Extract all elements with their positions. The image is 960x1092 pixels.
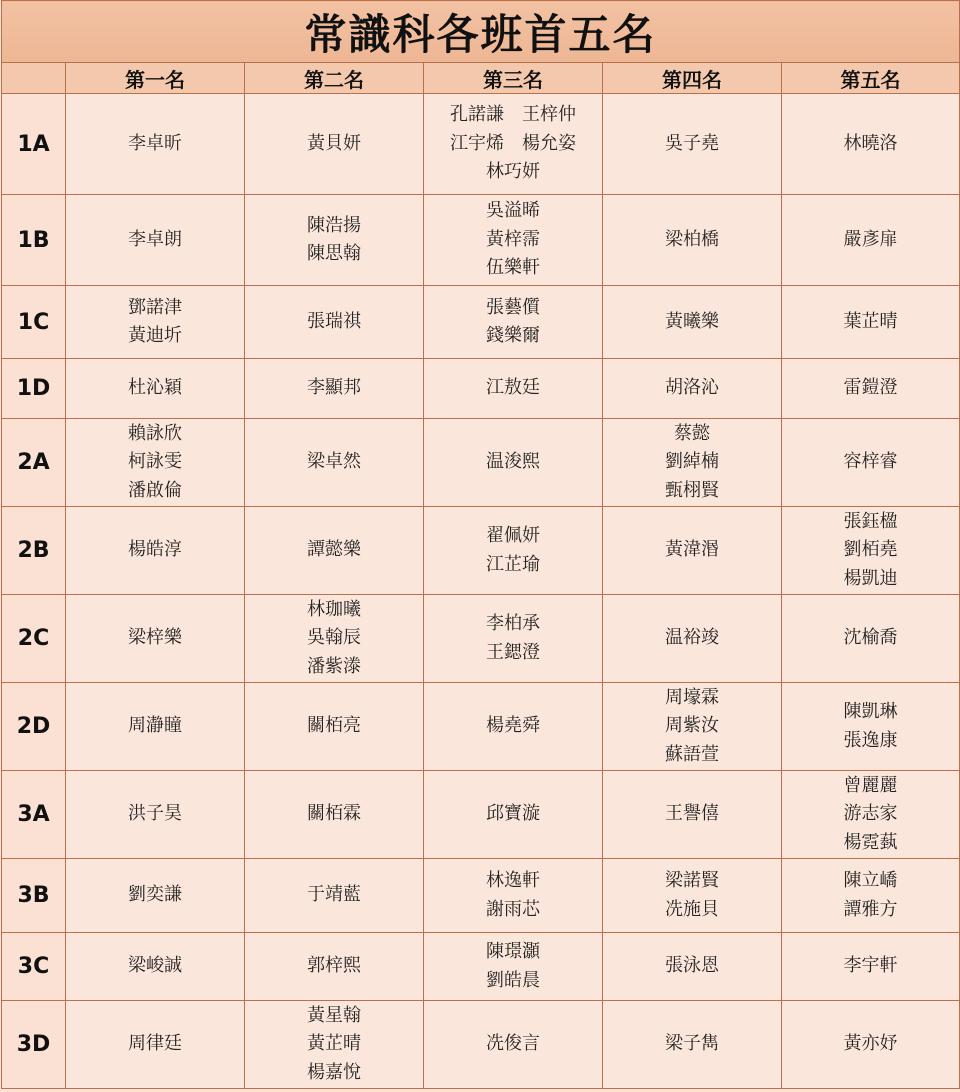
student-name: 黃迪圻 (128, 325, 182, 346)
student-name: 周紫汝 (665, 715, 719, 737)
rank-5-cell (782, 683, 960, 771)
student-name: 江芷瑜 (486, 553, 540, 575)
rank-1-cell (66, 859, 245, 933)
student-name: 杜沁穎 (128, 377, 182, 399)
student-name: 譚懿樂 (307, 539, 361, 561)
student-name: 葉芷晴 (843, 310, 898, 332)
student-name: 陳立嶠 (843, 870, 898, 891)
rank-3-cell (424, 859, 603, 933)
class-label: 1D (2, 359, 66, 419)
student-name: 張藝儨 (486, 296, 540, 318)
student-name: 黃星翰 (307, 1004, 361, 1026)
student-name: 伍樂軒 (486, 257, 540, 279)
rank-1-cell (66, 933, 245, 1001)
rank-4-cell (603, 595, 782, 683)
student-name: 賴詠欣 (128, 422, 182, 444)
student-name: 潘啟倫 (128, 479, 182, 501)
rank-4-cell (603, 859, 782, 933)
student-name: 關栢亮 (307, 715, 361, 737)
table-row (2, 771, 960, 859)
class-label: 3D (2, 1001, 66, 1089)
student-name: 張瑞祺 (307, 310, 361, 332)
student-name: 楊凱迪 (843, 567, 898, 589)
student-name: 吳翰辰 (307, 627, 361, 649)
table-row (2, 359, 960, 419)
rank-4-cell (603, 683, 782, 771)
table-row (2, 1001, 960, 1089)
student-name: 李顯邦 (307, 377, 361, 399)
student-name: 錢樂爾 (486, 325, 540, 346)
student-name: 梁諾賢 (665, 870, 719, 891)
class-label: 3C (2, 933, 66, 1001)
class-label: 2A (2, 419, 66, 507)
student-name: 關栢霖 (307, 803, 361, 825)
rank-5-cell (782, 595, 960, 683)
student-name: 邱寶漩 (486, 803, 540, 825)
rank-3-cell (424, 359, 603, 419)
student-name: 劉綽楠 (665, 451, 719, 473)
rank-3-cell (424, 683, 603, 771)
student-name: 江宇烯 楊允姿 (450, 132, 576, 154)
student-name: 周律廷 (128, 1033, 182, 1055)
student-name: 張鈺楹 (843, 510, 898, 532)
student-name: 蘇語萱 (665, 743, 719, 765)
rank-5-cell (782, 286, 960, 359)
class-label: 1B (2, 195, 66, 286)
student-name: 容梓睿 (843, 451, 898, 473)
rank-1-cell (66, 771, 245, 859)
student-name: 冼俊言 (486, 1033, 540, 1055)
rank-3-cell (424, 286, 603, 359)
student-name: 林巧妍 (486, 161, 540, 183)
student-name: 李柏承 (486, 613, 540, 634)
rank-1-cell (66, 94, 245, 195)
student-name: 陳璟灝 (486, 941, 540, 962)
student-name: 吳溢晞 (486, 200, 540, 222)
student-name: 黃梓霈 (486, 228, 540, 250)
rank-2-cell (245, 195, 424, 286)
rank-1-cell (66, 507, 245, 595)
class-label: 3B (2, 859, 66, 933)
rank-3-cell (424, 933, 603, 1001)
student-name: 曾麗麗 (843, 774, 898, 796)
rank-2-cell (245, 859, 424, 933)
table-row (2, 94, 960, 195)
student-name: 林珈曦 (307, 598, 361, 620)
header-rank-5: 第五名 (782, 63, 960, 94)
rank-3-cell (424, 1001, 603, 1089)
student-name: 李宇軒 (843, 955, 898, 977)
rank-3-cell (424, 507, 603, 595)
student-name: 黃湋湣 (665, 539, 719, 561)
rank-4-cell (603, 507, 782, 595)
header-rank-4: 第四名 (603, 63, 782, 94)
student-name: 沈榆喬 (843, 627, 898, 649)
rank-4-cell (603, 933, 782, 1001)
rank-1-cell (66, 419, 245, 507)
rank-5-cell (782, 94, 960, 195)
rank-5-cell (782, 359, 960, 419)
student-name: 張逸康 (843, 729, 898, 751)
table-row (2, 507, 960, 595)
student-name: 周瀞瞳 (128, 715, 182, 737)
student-name: 林逸軒 (486, 870, 540, 891)
student-name: 梁峻誠 (128, 955, 182, 977)
header-row (2, 63, 960, 94)
header-rank-2: 第二名 (245, 63, 424, 94)
rank-3-cell (424, 595, 603, 683)
student-name: 陳浩揚 (307, 214, 361, 236)
rank-1-cell (66, 195, 245, 286)
rank-5-cell (782, 1001, 960, 1089)
student-name: 劉栢堯 (843, 539, 898, 561)
student-name: 甄栩賢 (665, 479, 719, 501)
table-row (2, 933, 960, 1001)
student-name: 李卓昕 (128, 132, 182, 154)
student-name: 王譽僖 (665, 803, 719, 825)
student-name: 謝雨芯 (486, 898, 540, 920)
student-name: 梁卓然 (307, 451, 361, 473)
student-name: 林曉洛 (843, 132, 898, 154)
student-name: 游志家 (843, 803, 898, 825)
rank-2-cell (245, 595, 424, 683)
student-name: 洪子昊 (128, 803, 182, 825)
rank-1-cell (66, 359, 245, 419)
student-name: 譚雅方 (843, 898, 898, 920)
student-name: 江敖廷 (486, 377, 540, 399)
rank-4-cell (603, 286, 782, 359)
rank-2-cell (245, 286, 424, 359)
class-label: 3A (2, 771, 66, 859)
student-name: 梁梓樂 (128, 627, 182, 649)
class-label: 2D (2, 683, 66, 771)
table-row (2, 595, 960, 683)
student-name: 吳子堯 (665, 132, 719, 154)
student-name: 黃貝妍 (307, 132, 361, 154)
student-name: 嚴彥扉 (843, 228, 898, 250)
class-label: 1A (2, 94, 66, 195)
class-label: 2C (2, 595, 66, 683)
rank-1-cell (66, 1001, 245, 1089)
rank-2-cell (245, 933, 424, 1001)
table-row (2, 683, 960, 771)
rank-4-cell (603, 359, 782, 419)
student-name: 郭梓熙 (307, 955, 361, 977)
table-row (2, 859, 960, 933)
student-name: 潘紫漛 (307, 655, 361, 677)
rank-2-cell (245, 771, 424, 859)
rank-4-cell (603, 195, 782, 286)
class-label: 2B (2, 507, 66, 595)
rank-5-cell (782, 195, 960, 286)
table-row (2, 195, 960, 286)
rank-1-cell (66, 286, 245, 359)
rank-3-cell (424, 419, 603, 507)
student-name: 鄧諾津 (128, 296, 182, 318)
rank-4-cell (603, 94, 782, 195)
student-name: 翟佩妍 (486, 525, 540, 546)
rank-5-cell (782, 859, 960, 933)
student-name: 陳思翰 (307, 243, 361, 264)
student-name: 胡洛沁 (665, 377, 719, 399)
student-name: 冼施貝 (665, 898, 719, 920)
student-name: 黃亦妤 (843, 1033, 898, 1055)
student-name: 黃芷晴 (307, 1033, 361, 1055)
student-name: 雷鎧澄 (843, 377, 898, 399)
student-name: 柯詠雯 (128, 451, 182, 473)
student-name: 蔡懿 (674, 422, 710, 444)
rank-2-cell (245, 359, 424, 419)
class-label: 1C (2, 286, 66, 359)
rank-2-cell (245, 507, 424, 595)
rank-4-cell (603, 419, 782, 507)
rank-5-cell (782, 771, 960, 859)
rank-5-cell (782, 933, 960, 1001)
rank-2-cell (245, 1001, 424, 1089)
student-name: 李卓朗 (128, 228, 182, 250)
student-name: 王鍶澄 (486, 641, 540, 663)
rank-3-cell (424, 771, 603, 859)
rank-4-cell (603, 1001, 782, 1089)
student-name: 陳凱琳 (843, 701, 898, 722)
student-name: 楊嘉悅 (307, 1061, 361, 1083)
student-name: 梁柏橋 (665, 228, 719, 250)
student-name: 温浚熙 (486, 451, 540, 473)
student-name: 楊皓淳 (128, 539, 182, 561)
rank-5-cell (782, 507, 960, 595)
student-name: 楊霓蓺 (843, 831, 898, 853)
student-name: 劉皓晨 (486, 969, 540, 991)
student-name: 周壕霖 (665, 686, 719, 708)
table-row (2, 419, 960, 507)
rank-3-cell (424, 94, 603, 195)
header-rank-1: 第一名 (66, 63, 245, 94)
student-name: 温裕竣 (665, 627, 719, 649)
student-name: 劉奕謙 (128, 884, 182, 906)
rank-2-cell (245, 683, 424, 771)
table-row (2, 286, 960, 359)
page-title: 常識科各班首五名 (2, 1, 960, 63)
student-name: 梁子雋 (665, 1033, 719, 1055)
rank-5-cell (782, 419, 960, 507)
student-name: 黃曦樂 (665, 310, 719, 332)
rank-1-cell (66, 683, 245, 771)
header-corner (2, 63, 66, 94)
student-name: 孔諾謙 王梓仲 (450, 104, 576, 126)
student-name: 于靖藍 (307, 884, 361, 906)
rank-3-cell (424, 195, 603, 286)
rank-4-cell (603, 771, 782, 859)
student-name: 楊堯舜 (486, 715, 540, 737)
rank-1-cell (66, 595, 245, 683)
rank-2-cell (245, 94, 424, 195)
student-name: 張泳恩 (665, 955, 719, 977)
ranking-table (1, 0, 960, 1089)
header-rank-3: 第三名 (424, 63, 603, 94)
rank-2-cell (245, 419, 424, 507)
